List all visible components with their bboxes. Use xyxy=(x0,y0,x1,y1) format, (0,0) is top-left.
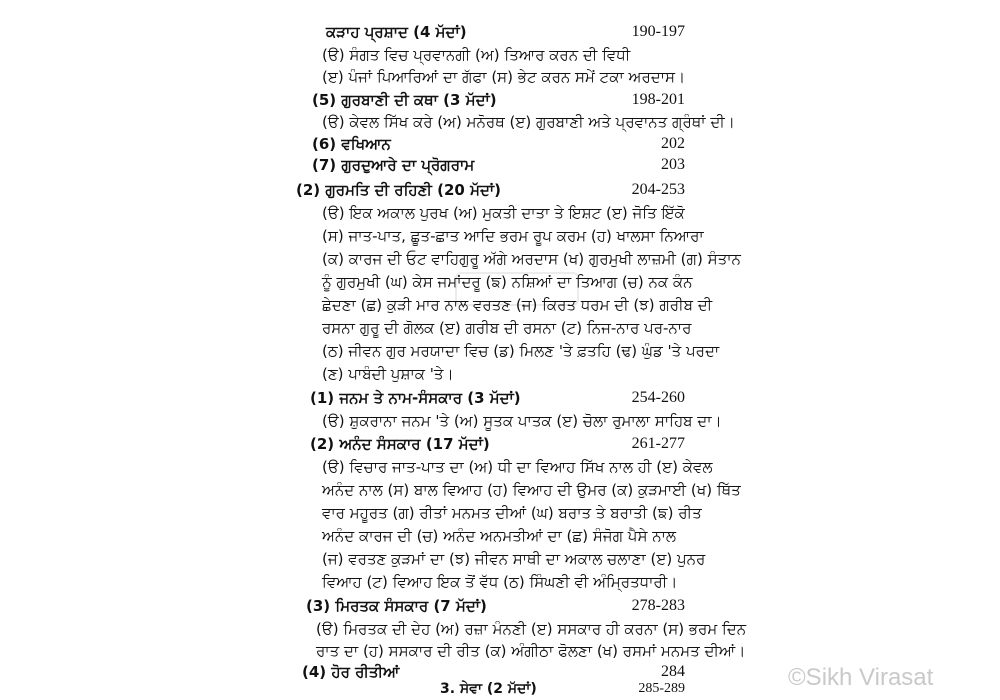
list-item: (ਠ) ਜੀਵਨ ਗੁਰ ਮਰਯਾਦਾ ਵਿਚ (ਡ) ਮਿਲਣ 'ਤੇ ਫ਼ਤਹਿ (ਢ) ਘੁੰਡ 'ਤੇ ਪਰਦਾ xyxy=(322,342,720,360)
heading-karah-prashad: ਕੜਾਹ ਪ੍ਰਸ਼ਾਦ (4 ਮੱਦਾਂ) xyxy=(326,23,467,41)
pages-gurmat-rehni: 204-253 xyxy=(631,181,685,198)
list-item: (ਸ) ਜਾਤ-ਪਾਤ, ਛੂਤ-ਛਾਤ ਆਦਿ ਭਰਮ ਰੂਪ ਕਰਮ (ਹ) ਖਾਲਸਾ ਨਿਆਰਾ xyxy=(322,227,704,245)
list-item: (ੳ) ਸੰਗਤ ਵਿਚ ਪ੍ਰਵਾਨਗੀ (ਅ) ਤਿਆਰ ਕਰਨ ਦੀ ਵਿਧੀ xyxy=(322,46,631,64)
list-item: ਅਨੰਦ ਨਾਲ (ਸ) ਬਾਲ ਵਿਆਹ (ਹ) ਵਿਆਹ ਦੀ ਉਮਰ (ਕ) ਕੁੜਮਾਈ (ਖ) ਥਿੱਤ xyxy=(322,481,741,499)
list-item: (ਣ) ਪਾਬੰਦੀ ਪੁਸ਼ਾਕ 'ਤੇ। xyxy=(322,365,454,383)
pages-mritak: 278-283 xyxy=(631,597,685,614)
list-item: ਅਨੰਦ ਕਾਰਜ ਦੀ (ਚ) ਅਨੰਦ ਅਨਮਤੀਆਂ ਦਾ (ਛ) ਸੰਜੋਗ ਪੈਸੇ ਨਾਲ xyxy=(322,527,677,545)
list-item: ਵਾਰ ਮਹੂਰਤ (ਗ) ਰੀਤਾਂ ਮਨਮਤ ਦੀਆਂ (ਘ) ਬਰਾਤ ਤੇ ਬਰਾਤੀ (ਙ) ਰੀਤ xyxy=(322,504,702,522)
list-item: (ਜ) ਵਰਤਣ ਕੁੜਮਾਂ ਦਾ (ਝ) ਜੀਵਨ ਸਾਥੀ ਦਾ ਅਕਾਲ ਚਲਾਣਾ (ੲ) ਪੁਨਰ xyxy=(322,550,706,568)
heading-seva: 3. ਸੇਵਾ (2 ਮੱਦਾਂ) xyxy=(440,681,537,697)
list-item: ਰਾਤ ਦਾ (ਹ) ਸਸਕਾਰ ਦੀ ਰੀਤ (ਕ) ਅੰਗੀਠਾ ਫੋਲਣਾ (ਖ) ਰਸਮਾਂ ਮਨਮਤ ਦੀਆਂ। xyxy=(316,642,746,660)
list-item: (ਕ) ਕਾਰਜ ਦੀ ਓਟ ਵਾਹਿਗੁਰੂ ਅੱਗੇ ਅਰਦਾਸ (ਖ) ਗੁਰਮੁਖੀ ਲਾਜ਼ਮੀ (ਗ) ਸੰਤਾਨ xyxy=(322,250,741,268)
pages-hor-reetan: 284 xyxy=(661,663,685,680)
heading-mritak: (3) ਮਿਰਤਕ ਸੰਸਕਾਰ (7 ਮੱਦਾਂ) xyxy=(306,597,487,615)
watermark: ©Sikh Virasat xyxy=(788,664,934,691)
list-item: (ੳ) ਕੇਵਲ ਸਿੱਖ ਕਰੇ (ਅ) ਮਨੋਰਥ (ੲ) ਗੁਰਬਾਣੀ ਅਤੇ ਪ੍ਰਵਾਨਤ ਗ੍ਰੰਥਾਂ ਦੀ। xyxy=(322,113,735,131)
list-item: ਨੂੰ ਗੁਰਮੁਖੀ (ਘ) ਕੇਸ ਜਮਾਂਦਰੂ (ਙ) ਨਸ਼ਿਆਂ ਦਾ ਤਿਆਗ (ਚ) ਨਕ ਕੰਨ xyxy=(322,273,693,291)
pages-gurdware-program: 203 xyxy=(661,156,685,173)
pages-anand: 261-277 xyxy=(631,435,685,452)
list-item: ਰਸਨਾ ਗੁਰੂ ਦੀ ਗੋਲਕ (ੲ) ਗਰੀਬ ਦੀ ਰਸਨਾ (ਟ) ਨਿਜ-ਨਾਰ ਪਰ-ਨਾਰ xyxy=(322,319,692,337)
list-item: (ੳ) ਸ਼ੁਕਰਾਨਾ ਜਨਮ 'ਤੇ (ਅ) ਸੂਤਕ ਪਾਤਕ (ੲ) ਚੋਲਾ ਰੁਮਾਲਾ ਸਾਹਿਬ ਦਾ। xyxy=(322,412,722,430)
heading-gurdware-program: (7) ਗੁਰਦੁਆਰੇ ਦਾ ਪ੍ਰੋਗਰਾਮ xyxy=(312,156,475,174)
list-item: (ੳ) ਮਿਰਤਕ ਦੀ ਦੇਹ (ਅ) ਰਜ਼ਾ ਮੰਨਣੀ (ੲ) ਸਸਕਾਰ ਹੀ ਕਰਨਾ (ਸ) ਭਰਮ ਦਿਨ xyxy=(316,620,747,638)
pages-gurbani-katha: 198-201 xyxy=(631,91,685,108)
list-item: (ੳ) ਇਕ ਅਕਾਲ ਪੁਰਖ (ਅ) ਮੁਕਤੀ ਦਾਤਾ ਤੇ ਇਸ਼ਟ (ੲ) ਜੋਤਿ ਇੱਕੋ xyxy=(322,204,685,222)
heading-janam: (1) ਜਨਮ ਤੇ ਨਾਮ-ਸੰਸਕਾਰ (3 ਮੱਦਾਂ) xyxy=(310,389,521,407)
heading-hor-reetan: (4) ਹੋਰ ਰੀਤੀਆਂ xyxy=(302,663,400,681)
pages-karah-prashad: 190-197 xyxy=(631,23,685,40)
heading-gurmat-rehni: (2) ਗੁਰਮਤਿ ਦੀ ਰਹਿਣੀ (20 ਮੱਦਾਂ) xyxy=(296,181,501,199)
pages-janam: 254-260 xyxy=(631,389,685,406)
heading-vakhian: (6) ਵਖਿਆਨ xyxy=(312,135,391,153)
list-item: (ੳ) ਵਿਚਾਰ ਜਾਤ-ਪਾਤ ਦਾ (ਅ) ਧੀ ਦਾ ਵਿਆਹ ਸਿੱਖ ਨਾਲ ਹੀ (ੲ) ਕੇਵਲ xyxy=(322,458,713,476)
pages-vakhian: 202 xyxy=(661,135,685,152)
pages-seva: 285-289 xyxy=(638,681,685,696)
heading-anand: (2) ਅਨੰਦ ਸੰਸਕਾਰ (17 ਮੱਦਾਂ) xyxy=(310,435,490,453)
heading-gurbani-katha: (5) ਗੁਰਬਾਣੀ ਦੀ ਕਥਾ (3 ਮੱਦਾਂ) xyxy=(312,91,497,109)
list-item: (ੲ) ਪੰਜਾਂ ਪਿਆਰਿਆਂ ਦਾ ਗੱਫਾ (ਸ) ਭੇਟ ਕਰਨ ਸਮੇਂ ਟਕਾ ਅਰਦਾਸ। xyxy=(322,68,686,86)
list-item: ਛੇਦਣਾ (ਛ) ਕੁੜੀ ਮਾਰ ਨਾਲ ਵਰਤਣ (ਜ) ਕਿਰਤ ਧਰਮ ਦੀ (ਝ) ਗਰੀਬ ਦੀ xyxy=(322,296,713,314)
list-item: ਵਿਆਹ (ਟ) ਵਿਆਹ ਇਕ ਤੋਂ ਵੱਧ (ਠ) ਸਿੰਘਣੀ ਵੀ ਅੰਮ੍ਰਿਤਧਾਰੀ। xyxy=(322,573,678,591)
